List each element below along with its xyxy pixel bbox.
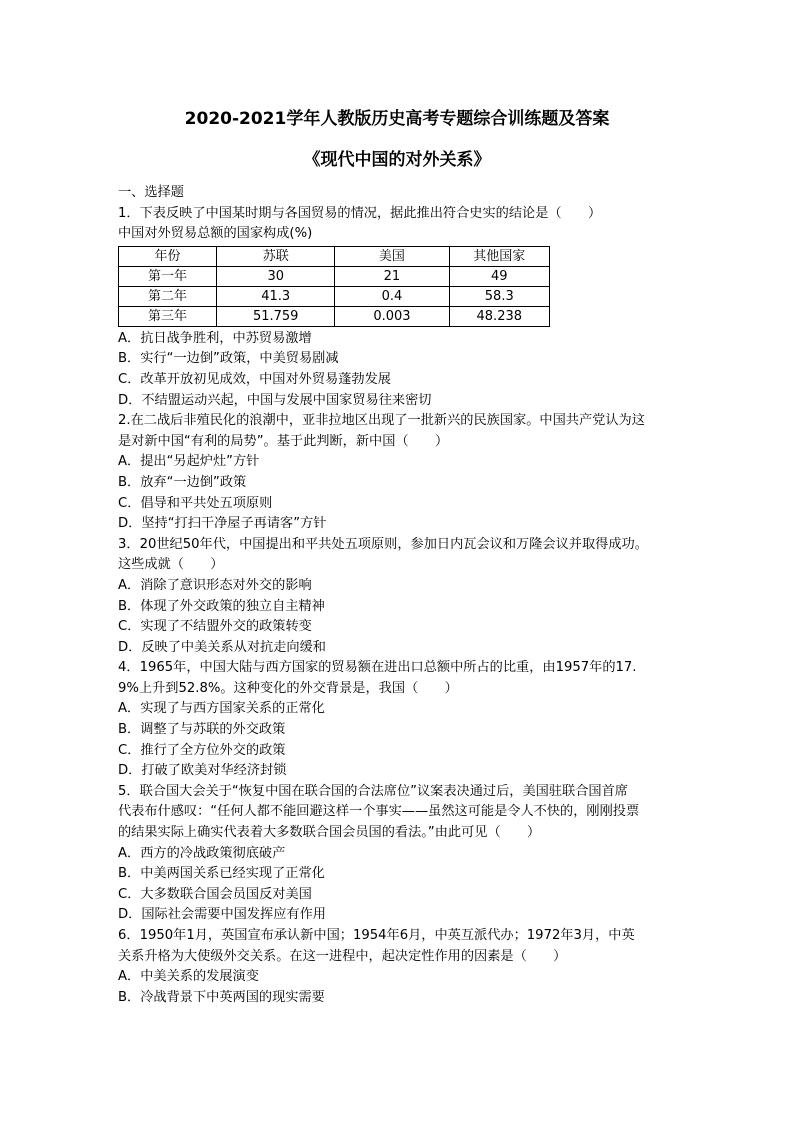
table-caption: 中国对外贸易总额的国家构成(%): [118, 226, 313, 242]
table-cell: 51.759: [217, 306, 335, 326]
table-header-cell: 其他国家: [449, 246, 549, 266]
question-1-stem: 1．下表反映了中国某时期与各国贸易的情况，据此推出符合史实的结论是（ ）: [118, 205, 602, 221]
question-3-option-d: D．反映了中美关系从对抗走向缓和: [118, 639, 326, 655]
question-2-option-b: B．放弃“一边倒”政策: [118, 474, 247, 490]
question-4-stem-line-1: 4．1965年，中国大陆与西方国家的贸易额在进出口总额中所占的比重，由1957年的17.: [118, 660, 637, 676]
question-6-option-b: B．冷战背景下中英两国的现实需要: [118, 989, 325, 1005]
document-title: 2020-2021学年人教版历史高考专题综合训练题及答案: [184, 109, 610, 129]
question-3-stem-line-1: 3．20世纪50年代，中国提出和平共处五项原则，参加日内瓦会议和万隆会议并取得成功。: [118, 536, 648, 552]
question-6-stem-line-1: 6．1950年1月，英国宣布承认新中国；1954年6月，中英互派代办；1972年3月，中英: [118, 928, 635, 943]
table-cell: 第三年: [119, 306, 217, 326]
table-row: [119, 306, 550, 326]
table-cell: 49: [449, 266, 549, 286]
question-5-option-c: C．大多数联合国会员国反对美国: [118, 886, 312, 902]
question-5-stem-line-1: 5．联合国大会关于“恢复中国在联合国的合法席位”议案表决通过后，美国驻联合国首席: [118, 783, 628, 799]
table-cell: 第二年: [119, 286, 217, 306]
question-2-option-c: C．倡导和平共处五项原则: [118, 495, 273, 511]
table-header-cell: 美国: [335, 246, 449, 266]
document-body: [118, 183, 684, 1008]
table-cell: 0.003: [335, 306, 449, 326]
question-5-stem-line-2: 代表布什感叹：“任何人都不能回避这样一个事实——虽然这可能是令人不快的，刚刚投票: [118, 804, 640, 820]
question-1-option-b: B．实行“一边倒”政策，中美贸易剧减: [118, 351, 339, 367]
question-4-option-d: D．打破了欧美对华经济封锁: [118, 763, 287, 779]
question-2-option-a: A．提出“另起炉灶”方针: [118, 454, 260, 470]
question-3-option-a: A．消除了意识形态对外交的影响: [118, 577, 312, 593]
table-row: [119, 266, 550, 286]
question-1-option-c: C．改革开放初见成效，中国对外贸易蓬勃发展: [118, 371, 391, 387]
table-cell: 48.238: [449, 306, 549, 326]
question-1-option-d: D．不结盟运动兴起，中国与发展中国家贸易往来密切: [118, 392, 432, 408]
question-4-option-b: B．调整了与苏联的外交政策: [118, 722, 286, 738]
question-5-stem-line-3: 的结果实际上确实代表着大多数联合国会员国的看法。”由此可见（ ）: [118, 825, 541, 841]
question-4-option-a: A．实现了与西方国家关系的正常化: [118, 701, 325, 717]
question-6-option-a: A．中美关系的发展演变: [118, 969, 259, 985]
question-4-stem-line-2: 9%上升到52.8%。这种变化的外交背景是，我国（ ）: [118, 680, 458, 696]
question-5-option-a: A．西方的冷战政策彻底破产: [118, 845, 286, 861]
table-header-row: [119, 246, 550, 266]
question-3-stem-line-2: 这些成就（ ）: [118, 557, 224, 573]
question-3-option-b: B．体现了外交政策的独立自主精神: [118, 598, 325, 614]
question-4-option-c: C．推行了全方位外交的政策: [118, 742, 286, 758]
table-cell: 30: [217, 266, 335, 286]
question-2-option-d: D．坚持“打扫干净屋子再请客”方针: [118, 516, 327, 532]
document-subtitle: 《现代中国的对外关系》: [303, 150, 491, 170]
question-5-option-b: B．中美两国关系已经实现了正常化: [118, 866, 325, 882]
table-cell: 第一年: [119, 266, 217, 286]
question-6-stem-line-2: 关系升格为大使级外交关系。在这一进程中，起决定性作用的因素是（ ）: [118, 948, 567, 964]
table-header-cell: 年份: [119, 246, 217, 266]
table-row: [119, 286, 550, 306]
table-cell: 0.4: [335, 286, 449, 306]
question-3-option-c: C．实现了不结盟外交的政策转变: [118, 619, 312, 635]
question-1-option-a: A．抗日战争胜利，中苏贸易激增: [118, 330, 312, 346]
section-heading: 一、选择题: [118, 185, 184, 200]
table-cell: 41.3: [217, 286, 335, 306]
question-2-stem-line-1: 2.在二战后非殖民化的浪潮中，亚非拉地区出现了一批新兴的民族国家。中国共产党认为这: [118, 413, 645, 429]
table-cell: 21: [335, 266, 449, 286]
table-header-cell: 苏联: [217, 246, 335, 266]
question-5-option-d: D．国际社会需要中国发挥应有作用: [118, 907, 326, 923]
question-2-stem-line-2: 是对新中国“有利的局势”。基于此判断，新中国（ ）: [118, 433, 449, 449]
trade-table: [118, 246, 550, 327]
table-cell: 58.3: [449, 286, 549, 306]
